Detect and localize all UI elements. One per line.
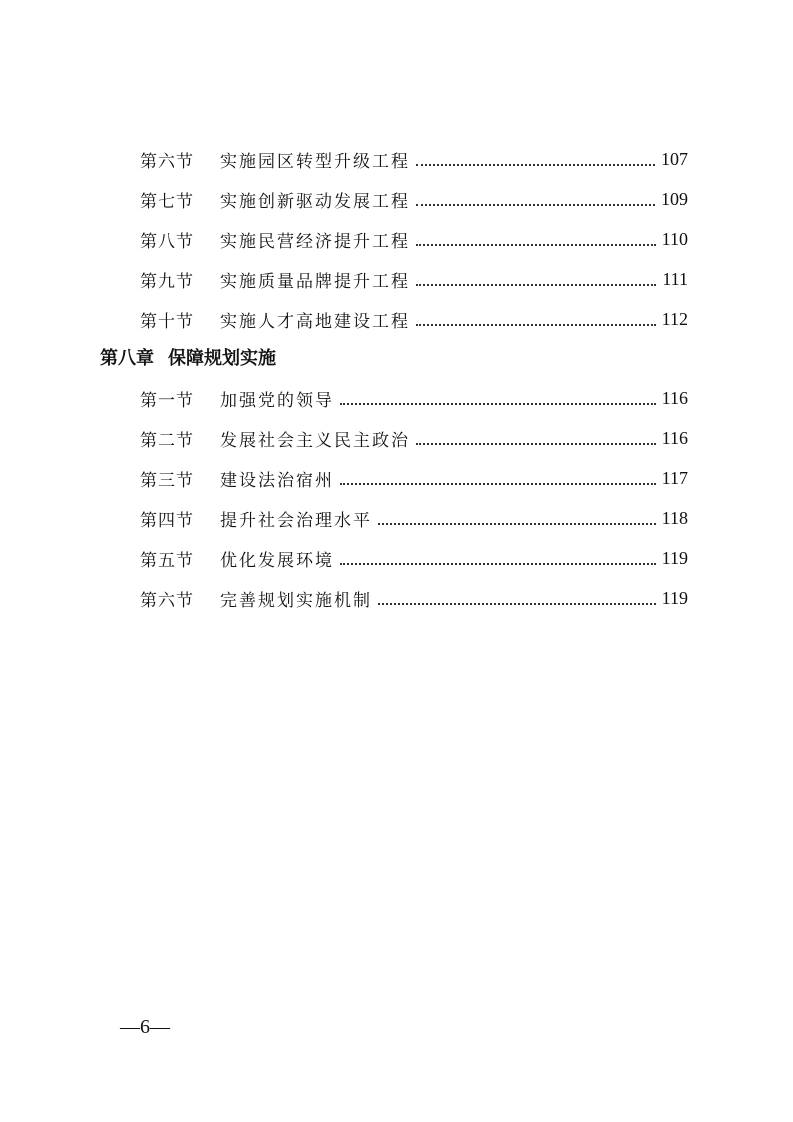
section-number: 第五节 (140, 550, 194, 571)
page-number: 109 (661, 188, 688, 209)
section-title: 提升社会治理水平 (220, 510, 372, 531)
page-number: 119 (661, 547, 688, 568)
dot-leader (416, 324, 656, 326)
page-number: 111 (662, 268, 688, 289)
dot-leader (416, 443, 656, 445)
section-title: 实施人才高地建设工程 (220, 311, 410, 332)
toc-entry[interactable] (140, 225, 688, 253)
section-title: 实施民营经济提升工程 (220, 231, 410, 252)
section-number: 第七节 (140, 191, 194, 212)
section-number: 第一节 (140, 390, 194, 411)
dot-leader (340, 563, 656, 565)
chapter-title: 保障规划实施 (168, 348, 276, 369)
section-title: 实施质量品牌提升工程 (220, 271, 410, 292)
toc-entry[interactable] (140, 544, 688, 572)
toc-entry[interactable] (140, 424, 688, 452)
chapter-number: 第八章 (100, 348, 154, 369)
section-number: 第六节 (140, 151, 194, 172)
page-number: 110 (661, 228, 688, 249)
toc-entry[interactable] (140, 384, 688, 412)
section-title: 实施园区转型升级工程 (220, 151, 410, 172)
toc-entry[interactable] (140, 464, 688, 492)
section-title: 加强党的领导 (220, 390, 334, 411)
page-footer-number: —6— (120, 1016, 170, 1038)
toc-entry[interactable] (140, 265, 688, 293)
page-number: 112 (661, 308, 688, 329)
dot-leader (378, 523, 656, 525)
section-title: 建设法治宿州 (220, 470, 334, 491)
dot-leader (416, 284, 656, 286)
section-title: 优化发展环境 (220, 550, 334, 571)
dot-leader (416, 204, 655, 206)
section-title: 实施创新驱动发展工程 (220, 191, 410, 212)
dot-leader (340, 403, 656, 405)
dot-leader (340, 483, 656, 485)
chapter-heading[interactable] (100, 344, 276, 370)
page-number: 117 (661, 467, 688, 488)
section-number: 第六节 (140, 590, 194, 611)
section-number: 第四节 (140, 510, 194, 531)
toc-entry[interactable] (140, 185, 688, 213)
section-title: 完善规划实施机制 (220, 590, 372, 611)
page-number: 116 (661, 427, 688, 448)
section-title: 发展社会主义民主政治 (220, 430, 410, 451)
section-number: 第九节 (140, 271, 194, 292)
toc-entry[interactable] (140, 584, 688, 612)
toc-entry[interactable] (140, 504, 688, 532)
dot-leader (378, 603, 656, 605)
dot-leader (416, 244, 656, 246)
page-number: 119 (661, 587, 688, 608)
section-number: 第二节 (140, 430, 194, 451)
section-number: 第八节 (140, 231, 194, 252)
page-number: 118 (661, 507, 688, 528)
section-number: 第十节 (140, 311, 194, 332)
section-number: 第三节 (140, 470, 194, 491)
page-number: 116 (661, 387, 688, 408)
toc-entry[interactable] (140, 305, 688, 333)
page-number: 107 (661, 148, 688, 169)
dot-leader (416, 164, 655, 166)
toc-entry[interactable] (140, 145, 688, 173)
